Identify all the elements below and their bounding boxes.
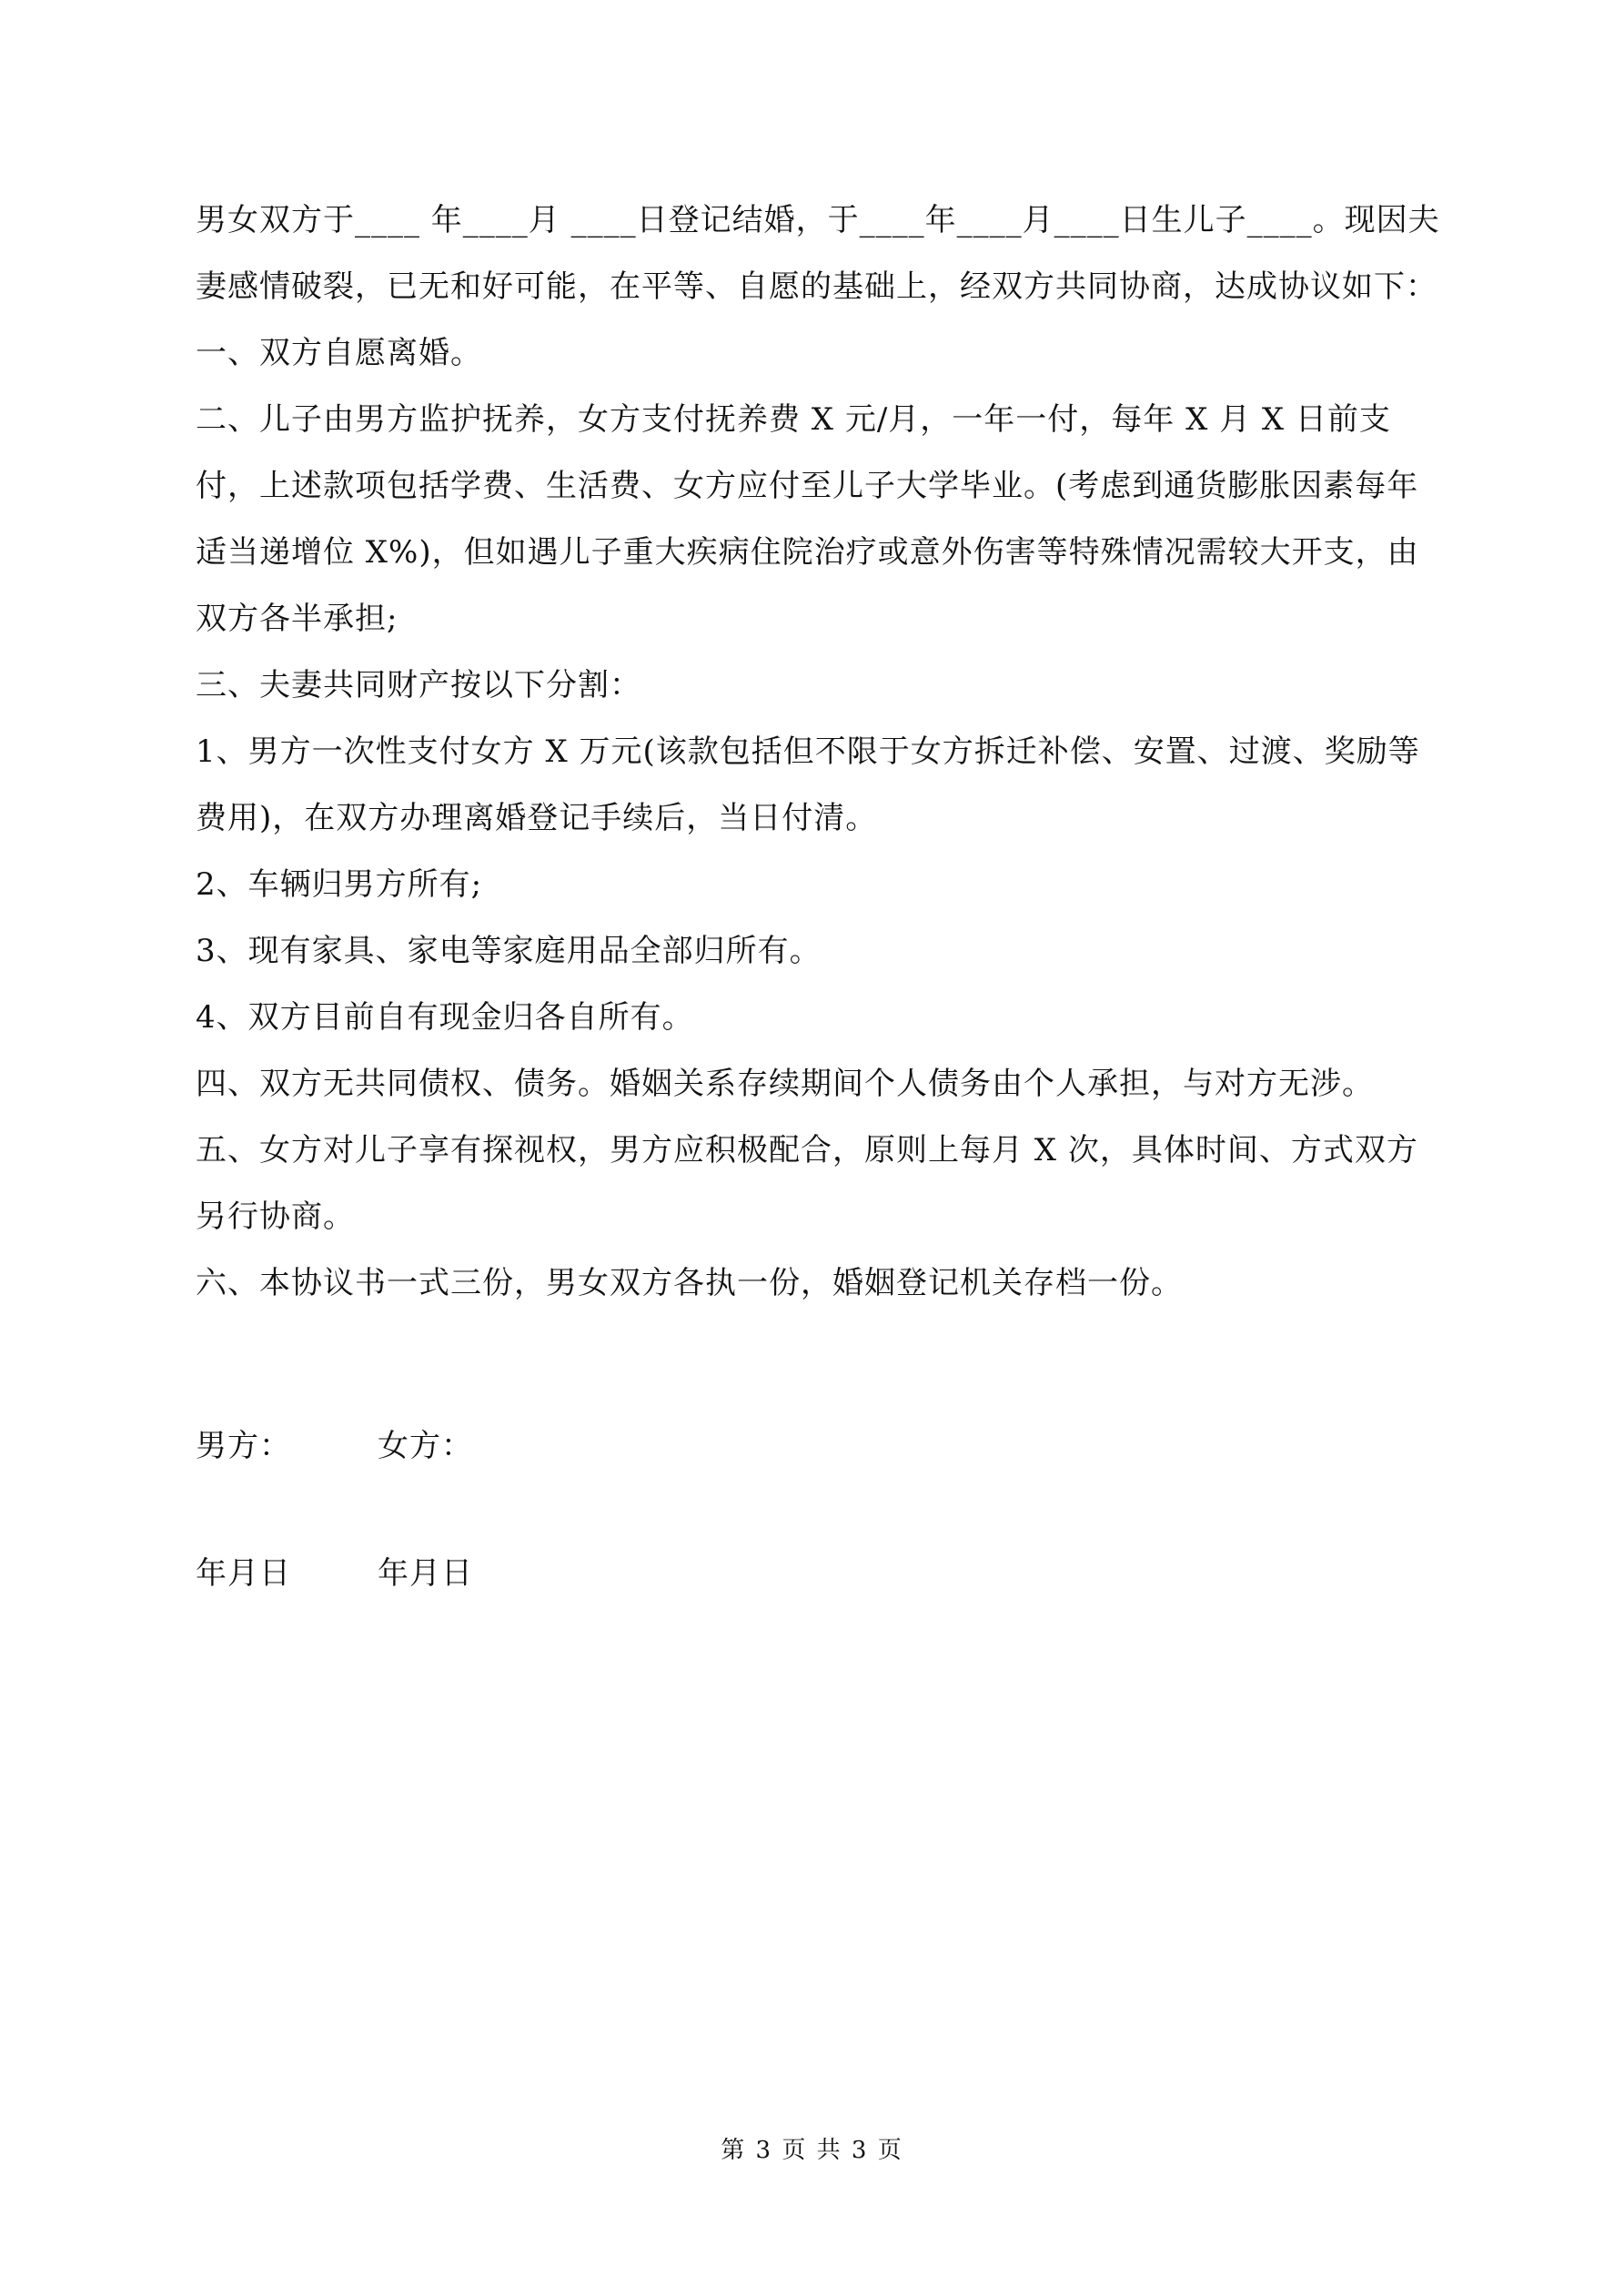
- clause-5: 五、女方对儿子享有探视权，男方应积极配合，原则上每月 X 次，具体时间、方式双方另行协商。: [196, 1132, 1418, 1235]
- male-date-label: 年月日: [196, 1555, 291, 1592]
- female-signature-label: 女方：: [378, 1428, 473, 1464]
- clause-3-item-1: 1、男方一次性支付女方 X 万元(该款包括但不限于女方拆迁补偿、安置、过渡、奖励等费用)，在双方办理离婚登记手续后，当日付清。: [196, 733, 1420, 836]
- date-row: [196, 1541, 473, 1607]
- page-footer: 第 3 页 共 3 页: [721, 2137, 903, 2164]
- clause-4: 四、双方无共同债权、债务。婚姻关系存续期间个人债务由个人承担，与对方无涉。: [196, 1066, 1374, 1102]
- clause-6: 六、本协议书一式三份，男女双方各执一份，婚姻登记机关存档一份。: [196, 1265, 1183, 1301]
- female-date-label: 年月日: [378, 1555, 473, 1592]
- clause-3: 三、夫妻共同财产按以下分割：: [196, 667, 641, 703]
- clause-3-item-4: 4、双方目前自有现金归各自所有。: [196, 999, 694, 1036]
- clause-3-item-2: 2、车辆归男方所有;: [196, 866, 483, 903]
- agreement-body: [196, 187, 1442, 1317]
- clause-2: 二、儿子由男方监护抚养，女方支付抚养费 X 元/月，一年一付，每年 X 月 X 日前支付，上述款项包括学费、生活费、女方应付至儿子大学毕业。(考虑到通货膨胀因素每年适当递增位 X%)，但如遇儿子重大疾病住院治疗或意外伤害等特殊情况需较大开支，由双方各半承担;: [196, 401, 1419, 637]
- male-signature-label: 男方：: [196, 1428, 291, 1464]
- signature-row: [196, 1413, 473, 1480]
- clause-3-item-3: 3、现有家具、家电等家庭用品全部归所有。: [196, 933, 822, 969]
- preamble-paragraph: 男女双方于____ 年____月 ____日登记结婚，于____年____月____日生儿子____。现因夫妻感情破裂，已无和好可能，在平等、自愿的基础上，经双方共同协商，达成协议如下：: [196, 202, 1440, 305]
- clause-1: 一、双方自愿离婚。: [196, 335, 482, 371]
